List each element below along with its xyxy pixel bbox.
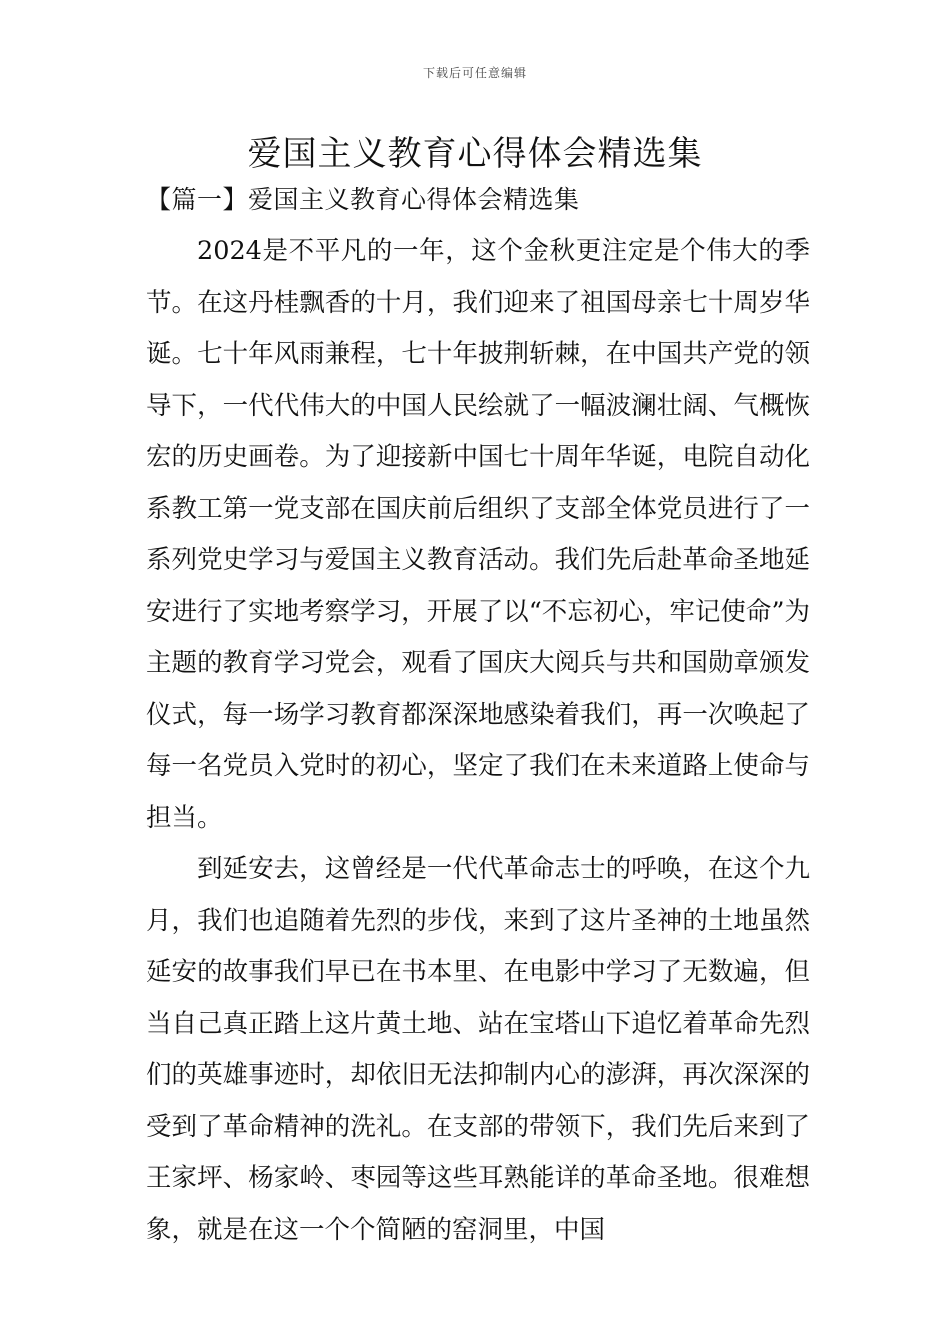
paragraph: 2024是不平凡的一年，这个金秋更注定是个伟大的季节。在这丹桂飘香的十月，我们迎来了祖国母亲七十周岁华诞。七十年风雨兼程，七十年披荆斩棘，在中国共产党的领导下，一代代伟大的中国人民绘就了一幅波澜壮阔、气概恢宏的历史画卷。为了迎接新中国七十周年华诞，电院自动化系教工第一党支部在国庆前后组织了支部全体党员进行了一系列党史学习与爱国主义教育活动。我们先后赴革命圣地延安进行了实地考察学习，开展了以“不忘初心，牢记使命”为主题的教育学习党会，观看了国庆大阅兵与共和国勋章颁发仪式，每一场学习教育都深深地感染着我们，再一次唤起了每一名党员入党时的初心，坚定了我们在未来道路上使命与担当。: [146, 236, 810, 833]
section-heading: 【篇一】爱国主义教育心得体会精选集: [146, 185, 580, 214]
header-note: 下载后可任意编辑: [422, 66, 527, 80]
document-body: [146, 226, 810, 1256]
document-title: 爱国主义教育心得体会精选集: [247, 134, 703, 174]
paragraph: 到延安去，这曾经是一代代革命志士的呼唤，在这个九月，我们也追随着先烈的步伐，来到了这片圣神的土地虽然延安的故事我们早已在书本里、在电影中学习了无数遍，但当自己真正踏上这片黄土地、站在宝塔山下追忆着革命先烈们的英雄事迹时，却依旧无法抑制内心的澎湃，再次深深的受到了革命精神的洗礼。在支部的带领下，我们先后来到了王家坪、杨家岭、枣园等这些耳熟能详的革命圣地。很难想象，就是在这一个个简陋的窑洞里，中国: [146, 854, 810, 1245]
